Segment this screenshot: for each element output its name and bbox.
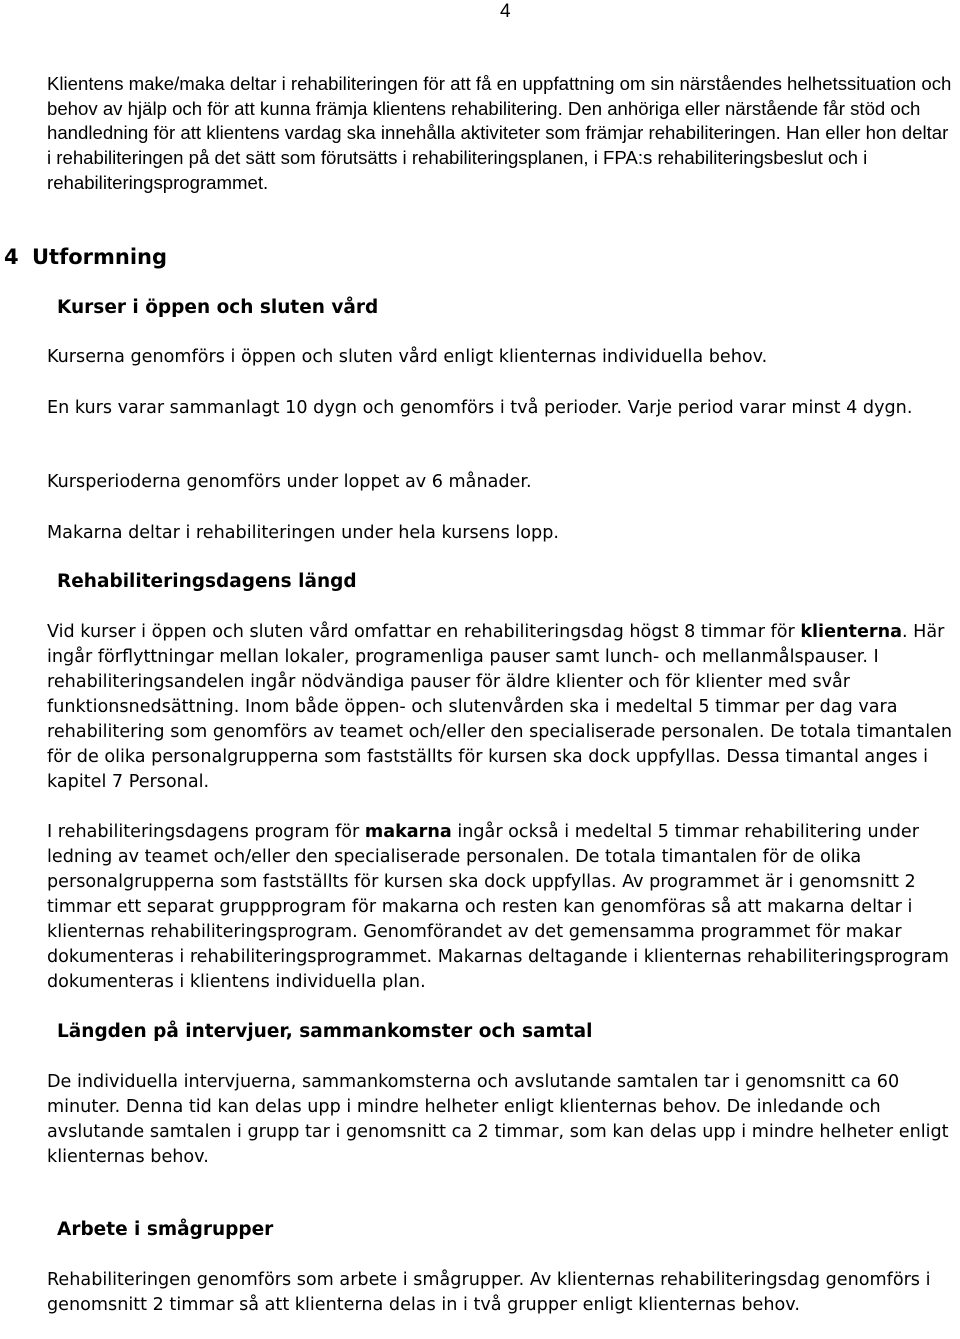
courses-paragraph-2: En kurs varar sammanlagt 10 dygn och genomförs i två perioder. Varje period varar minst 4 dygn. bbox=[47, 398, 913, 418]
section-heading bbox=[4, 245, 167, 269]
day-length-paragraph-1 bbox=[47, 620, 957, 795]
day-length-p2-start: I rehabiliteringsdagens program för bbox=[47, 822, 365, 842]
interviews-paragraph: De individuella intervjuerna, sammankomsterna och avslutande samtalen tar i genomsnitt ca 60 minuter. Denna tid kan delas upp i mindre helheter enligt klienternas behov. De inledande och avslutande samtalen i grupp tar i genomsnitt ca 2 timmar, som kan delas upp i mindre helheter enligt klienternas behov. bbox=[47, 1072, 949, 1167]
courses-paragraph-4: Makarna deltar i rehabiliteringen under hela kursens lopp. bbox=[47, 523, 559, 543]
subheading-small-groups: Arbete i smågrupper bbox=[57, 1219, 274, 1240]
section-number: 4 bbox=[4, 245, 19, 269]
section-title: Utformning bbox=[32, 245, 168, 269]
day-length-p1-end: . Här ingår förflyttningar mellan lokaler, programenliga pauser samt lunch- och mellanmålspauser. I rehabiliteringsandelen ingår nödvändiga pauser för äldre klienter och för klienter med svår funktionsnedsättning. Inom både öppen- och slutenvården ska i medeltal 5 timmar per dag vara rehabilitering som genomförs av teamet och/eller den specialiserade personalen. De totala timantalen för de olika personalgrupperna som fastställts för kursen ska dock uppfyllas. Dessa timantal anges i kapitel 7 Personal. bbox=[47, 622, 953, 792]
page-number: 4 bbox=[500, 1, 511, 22]
subheading-courses: Kurser i öppen och sluten vård bbox=[57, 297, 379, 318]
courses-paragraph-3: Kursperioderna genomförs under loppet av 6 månader. bbox=[47, 472, 532, 492]
subheading-day-length: Rehabiliteringsdagens längd bbox=[57, 571, 357, 592]
day-length-p1-start: Vid kurser i öppen och sluten vård omfattar en rehabiliteringsdag högst 8 timmar för bbox=[47, 622, 801, 642]
subheading-interviews: Längden på intervjuer, sammankomster och samtal bbox=[57, 1021, 593, 1042]
courses-paragraph-1: Kurserna genomförs i öppen och sluten vård enligt klienternas individuella behov. bbox=[47, 347, 768, 367]
day-length-paragraph-2 bbox=[47, 820, 957, 995]
intro-paragraph: Klientens make/maka deltar i rehabiliteringen för att få en uppfattning om sin närståendes helhetssituation och behov av hjälp och för att kunna främja klientens rehabilitering. Den anhöriga eller närstående får stöd och handledning för att klientens vardag ska innehålla aktiviteter som främjar rehabiliteringen. Han eller hon deltar i rehabiliteringen på det sätt som förutsätts i rehabiliteringsplanen, i FPA:s rehabiliteringsbeslut och i rehabiliteringsprogrammet. bbox=[47, 73, 952, 193]
small-groups-paragraph: Rehabiliteringen genomförs som arbete i smågrupper. Av klienternas rehabiliteringsdag genomförs i genomsnitt 2 timmar så att klienterna delas in i två grupper enligt klienternas behov. bbox=[47, 1270, 931, 1315]
day-length-p2-end: ingår också i medeltal 5 timmar rehabilitering under ledning av teamet och/eller den specialiserade personalen. De totala timantalen för de olika personalgrupperna som fastställts för kursen ska dock uppfyllas. Av programmet är i genomsnitt 2 timmar ett separat gruppprogram för makarna och resten kan genomföras så att makarna deltar i klienternas rehabiliteringsprogram. Genomförandet av det gemensamma programmet för makar dokumenteras i rehabiliteringsprogrammet. Makarnas deltagande i klienternas rehabiliteringsprogram dokumenteras i klientens individuella plan. bbox=[47, 822, 949, 992]
day-length-p1-bold: klienterna bbox=[800, 622, 902, 642]
day-length-p2-bold: makarna bbox=[364, 822, 452, 842]
